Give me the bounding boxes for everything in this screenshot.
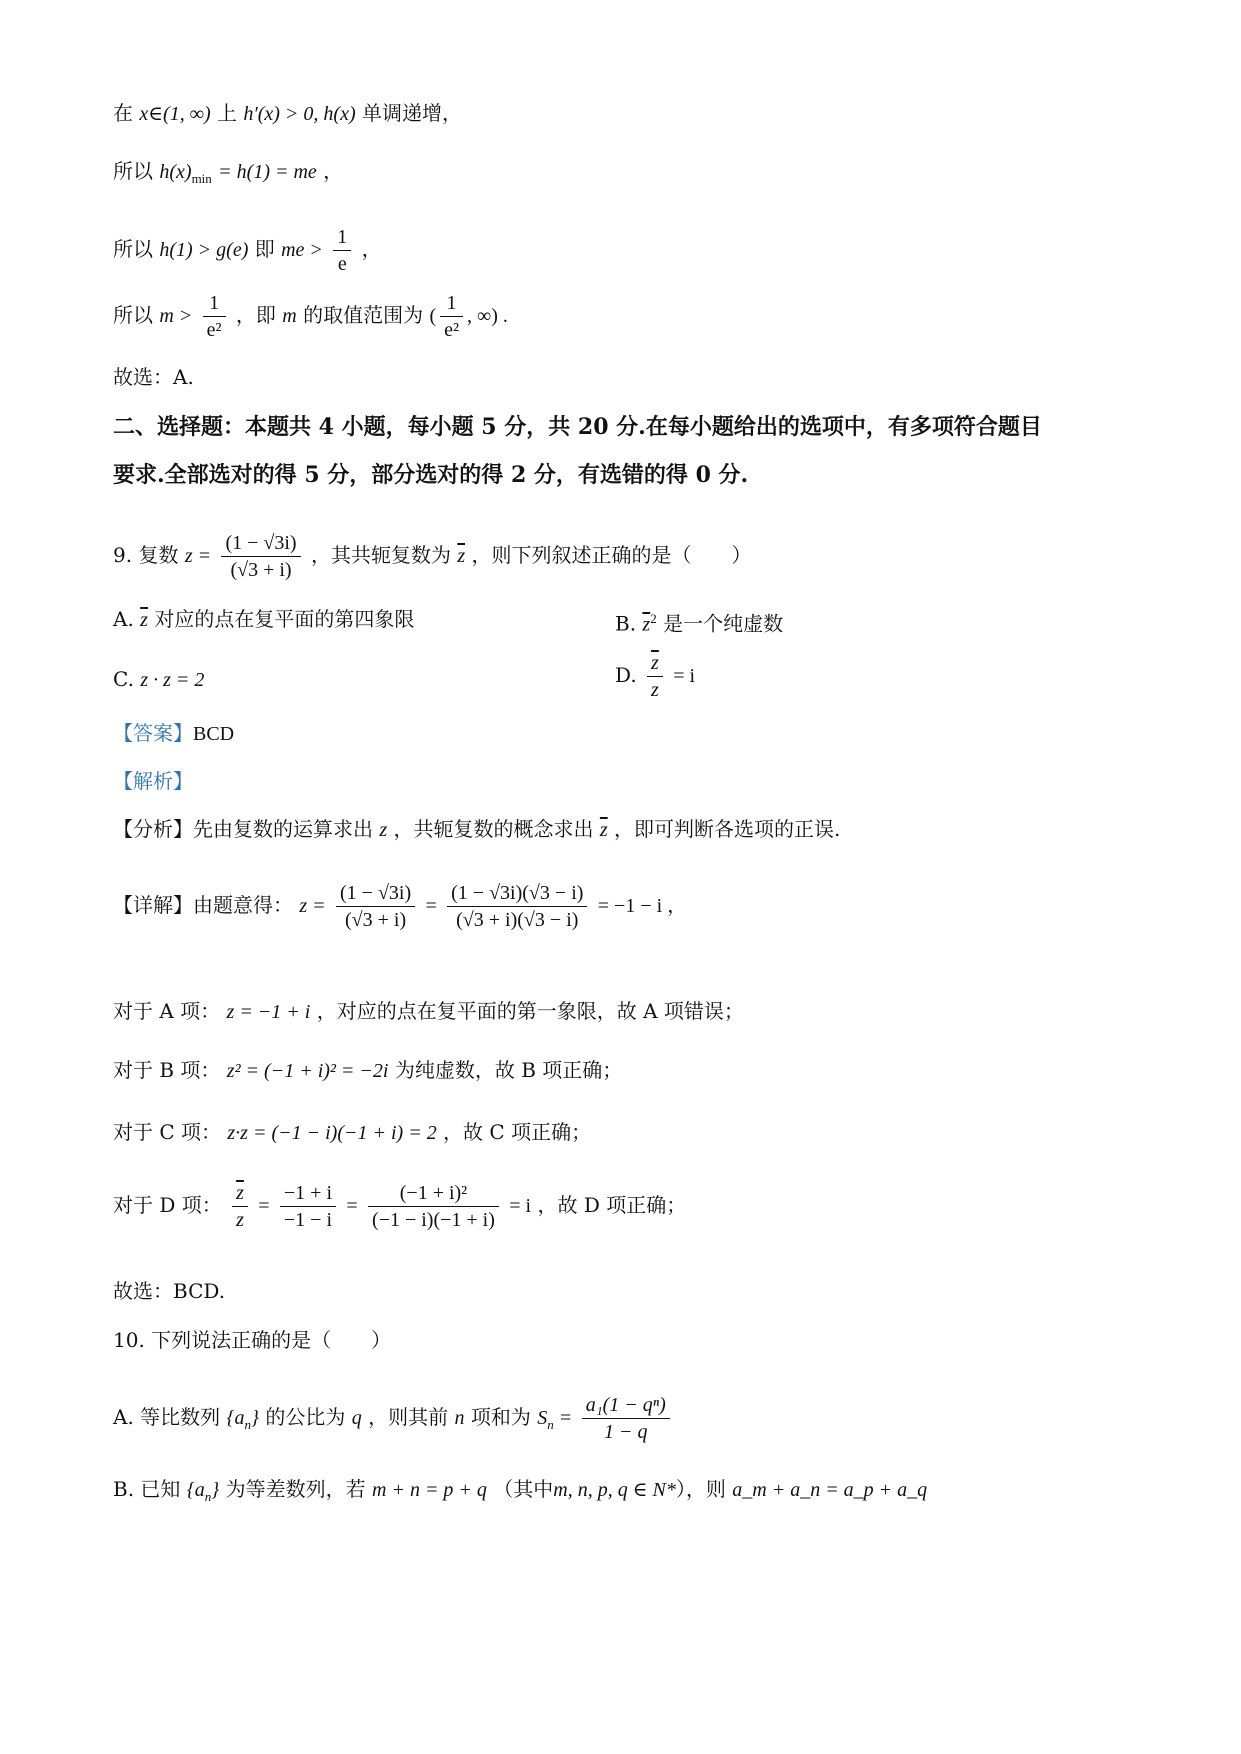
option-label: A. [113, 607, 134, 631]
text: ， [361, 237, 382, 261]
q10-option-b [113, 1474, 927, 1512]
text: 对于 B 项： [113, 1058, 221, 1082]
math: {a [226, 1407, 245, 1429]
numerator: 1 [203, 290, 226, 317]
numerator: $\overline{z}$ [232, 1180, 248, 1207]
numerator: 1 [440, 290, 463, 317]
subscript: min [191, 171, 212, 186]
text: 的取值范围为 [303, 303, 424, 327]
detail-tag: 【详解】 [113, 893, 193, 917]
math: = [560, 1407, 572, 1429]
denominator: e² [444, 319, 459, 341]
math: $\overline{z}$ [642, 613, 651, 636]
fraction [333, 224, 351, 277]
fraction [440, 290, 463, 343]
math: = [425, 895, 437, 917]
option-label: C. [113, 667, 134, 691]
text: ，则下列叙述正确的是（ ） [471, 543, 752, 567]
math: h(x) [159, 161, 192, 183]
q9-option-d [615, 650, 695, 703]
text: 对于 D 项： [113, 1193, 222, 1217]
fraction [280, 1180, 336, 1233]
text: 对于 A 项： [113, 999, 221, 1023]
numerator: (1 − √3i) [221, 530, 300, 557]
denominator: (√3 + i)(√3 − i) [456, 909, 579, 931]
math: z·z = (−1 − i)(−1 + i) = 2 [227, 1122, 437, 1144]
math: x∈(1, ∞) [139, 103, 211, 125]
math: a_m + a_n = a_p + a_q [732, 1479, 928, 1501]
text: 先由复数的运算求出 [193, 817, 373, 841]
numerator: (1 − √3i) [336, 880, 415, 907]
answer-line [113, 718, 234, 749]
text: ，即 [235, 303, 276, 327]
text: 上 [216, 101, 237, 125]
subscript: n [547, 1417, 554, 1432]
answer-value: BCD [193, 723, 235, 745]
text: （其中 [493, 1477, 554, 1501]
math: , ∞) . [466, 305, 508, 327]
text: 单调递增， [361, 101, 462, 125]
math: = i [509, 1195, 532, 1217]
text: 复数 [138, 543, 179, 567]
math: $\overline{z}$ [457, 545, 466, 567]
denominator: z [236, 1209, 244, 1231]
denominator: 1 − q [603, 1421, 648, 1443]
question-10-stem [113, 1325, 391, 1355]
subscript: n [244, 1417, 252, 1432]
fenxi-tag: 【分析】 [113, 817, 193, 841]
math: ( [429, 305, 437, 327]
numerator: (1 − √3i)(√3 − i) [447, 880, 587, 907]
text: 为等差数列，若 [225, 1477, 366, 1501]
text: 已知 [140, 1477, 181, 1501]
text: 下列说法正确的是（ ） [151, 1328, 392, 1352]
option-text: 对应的点在复平面的第四象限 [154, 607, 415, 631]
for-c-line [113, 1117, 591, 1148]
for-b-line [113, 1055, 622, 1086]
q10-option-a [113, 1392, 674, 1445]
for-a-line [113, 996, 744, 1027]
text: 的公比为 [265, 1405, 346, 1429]
question-number: 10. [113, 1328, 145, 1352]
text: ， [323, 159, 344, 183]
math: z = [299, 895, 326, 917]
math: = h(1) = me [218, 161, 317, 183]
math: m [282, 305, 297, 327]
math: n [454, 1407, 465, 1429]
denominator: e [337, 253, 347, 275]
denominator: −1 − i [283, 1209, 333, 1231]
math: $\overline{z}$ [599, 819, 608, 841]
fraction [368, 1180, 499, 1233]
fraction [582, 1392, 670, 1445]
text: 由题意得： [193, 893, 293, 917]
math: S [537, 1407, 548, 1429]
option-label: D. [615, 663, 637, 687]
q9-option-c [113, 664, 204, 695]
solution-line-3 [113, 224, 382, 277]
text: 在 [113, 101, 133, 125]
denominator: (−1 − i)(−1 + i) [372, 1209, 495, 1231]
text: 为纯虚数，故 B 项正确； [394, 1058, 623, 1082]
fraction [336, 880, 415, 933]
for-d-line [113, 1180, 686, 1233]
section-heading-line-1: 二、选择题：本题共 4 小题，每小题 5 分，共 20 分.在每小题给出的选项中，有多项符合题目 [113, 414, 1042, 440]
text: ，对应的点在复平面的第一象限，故 A 项错误； [316, 999, 744, 1023]
text: 对于 C 项： [113, 1120, 222, 1144]
fraction [447, 880, 587, 933]
answer-tag: 【答案】 [113, 721, 193, 745]
option-label: B. [113, 1477, 135, 1501]
numerator: (−1 + i)² [368, 1180, 499, 1207]
denominator: (√3 + i) [345, 909, 407, 931]
math: $\overline{z}$ [140, 609, 148, 631]
option-text: 是一个纯虚数 [663, 611, 784, 636]
math: = [258, 1195, 270, 1217]
text: ，故 D 项正确； [537, 1193, 687, 1217]
text: 等比数列 [140, 1405, 221, 1429]
math: z² = (−1 + i)² = −2i [226, 1060, 389, 1082]
superscript: 2 [650, 611, 657, 626]
math: z = [184, 545, 212, 567]
math: m, n, p, q ∈ N* [553, 1479, 676, 1501]
solution-line-5: 故选：A. [113, 365, 194, 389]
math: h(1) > g(e) [159, 239, 249, 261]
text: 项和为 [470, 1405, 531, 1429]
fraction [221, 530, 300, 583]
subscript: n [204, 1489, 212, 1504]
math: z · z = 2 [140, 669, 205, 691]
fraction [232, 1180, 248, 1233]
text: ，即可判断各选项的正误. [614, 817, 841, 841]
text: ，则其前 [368, 1405, 449, 1429]
math: me > [281, 239, 323, 261]
fraction [203, 290, 226, 343]
fenxi-line [113, 814, 840, 845]
section-heading-line-2: 要求.全部选对的得 5 分，部分选对的得 2 分，有选错的得 0 分. [113, 462, 749, 488]
option-label: A. [113, 1405, 134, 1429]
fraction [647, 650, 663, 703]
denominator: z [651, 679, 659, 701]
solution-line-2 [113, 156, 343, 194]
text: 所以 [113, 237, 153, 261]
text: 即 [254, 237, 275, 261]
text: ，共轭复数的概念求出 [393, 817, 594, 841]
question-9-stem [113, 530, 751, 583]
numerator: −1 + i [280, 1180, 336, 1207]
math: {a [186, 1479, 205, 1501]
math: } [251, 1407, 260, 1429]
math: q [351, 1407, 362, 1429]
text: ，其共轭复数为 [310, 543, 451, 567]
question-number: 9. [113, 543, 133, 567]
math: = −1 − i ， [597, 895, 688, 917]
numerator: a₁(1 − qⁿ) [582, 1392, 670, 1419]
q9-option-a [113, 604, 414, 635]
numerator: 1 [333, 224, 351, 251]
detail-line [113, 880, 687, 933]
final-answer-line: 故选：BCD. [113, 1279, 226, 1303]
text: 所以 [113, 159, 153, 183]
denominator: e² [206, 319, 222, 341]
math: } [211, 1479, 220, 1501]
solution-line-1 [113, 98, 462, 129]
math: z [379, 819, 388, 841]
solution-line-4 [113, 290, 508, 343]
math: h′(x) > 0, h(x) [243, 103, 356, 125]
option-label: B. [615, 611, 637, 636]
text: ），则 [675, 1477, 726, 1501]
math: z = −1 + i [226, 1001, 311, 1023]
math: = [346, 1195, 358, 1217]
math: m + n = p + q [372, 1479, 487, 1501]
q9-option-b [615, 604, 783, 640]
text: ，故 C 项正确； [443, 1120, 592, 1144]
analysis-tag: 【解析】 [113, 769, 193, 793]
math: = i [673, 665, 696, 687]
math: m > [159, 305, 193, 327]
numerator: $\overline{z}$ [647, 650, 663, 677]
text: 所以 [113, 303, 153, 327]
denominator: (√3 + i) [230, 559, 292, 581]
